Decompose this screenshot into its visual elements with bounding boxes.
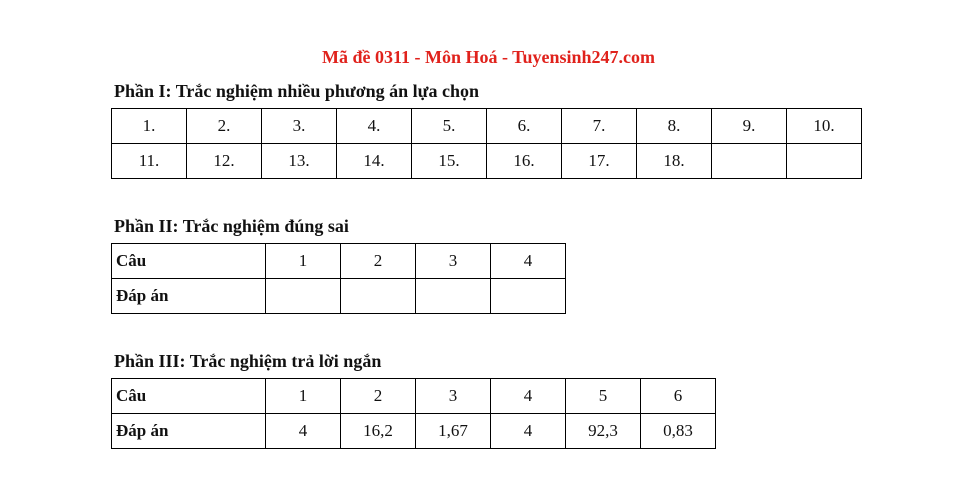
table-cell: 16,2 (341, 414, 416, 449)
answer-row-label: Đáp án (112, 414, 266, 449)
table-cell: 4 (491, 244, 566, 279)
table-cell: 1 (266, 244, 341, 279)
table-row (112, 144, 862, 179)
table-cell: 5 (566, 379, 641, 414)
table-cell: 5. (412, 109, 487, 144)
table-cell: 4 (491, 414, 566, 449)
table-cell: 4 (266, 414, 341, 449)
table-cell (416, 279, 491, 314)
part3-heading: Phần III: Trắc nghiệm trả lời ngắn (114, 351, 382, 371)
table-cell: 2. (187, 109, 262, 144)
document-title: Mã đề 0311 - Môn Hoá - Tuyensinh247.com (321, 47, 656, 67)
table-cell: 1 (266, 379, 341, 414)
table-row (112, 244, 566, 279)
table-cell: 3. (262, 109, 337, 144)
table-cell: 1. (112, 109, 187, 144)
table-cell: 18. (637, 144, 712, 179)
part3-answer-table (111, 378, 716, 449)
table-cell: 3 (416, 379, 491, 414)
table-cell: 12. (187, 144, 262, 179)
table-cell: 13. (262, 144, 337, 179)
table-row (112, 109, 862, 144)
table-cell (491, 279, 566, 314)
table-cell: 11. (112, 144, 187, 179)
table-cell: 4. (337, 109, 412, 144)
table-cell: 6. (487, 109, 562, 144)
question-row-label: Câu (112, 244, 266, 279)
table-cell: 17. (562, 144, 637, 179)
table-cell: 16. (487, 144, 562, 179)
table-cell: 1,67 (416, 414, 491, 449)
table-cell: 8. (637, 109, 712, 144)
part1-answer-table (111, 108, 862, 179)
part2-heading: Phần II: Trắc nghiệm đúng sai (114, 216, 349, 236)
table-row (112, 379, 716, 414)
table-cell (266, 279, 341, 314)
table-cell: 4 (491, 379, 566, 414)
question-row-label: Câu (112, 379, 266, 414)
answer-row-label: Đáp án (112, 279, 266, 314)
table-cell (341, 279, 416, 314)
table-cell: 3 (416, 244, 491, 279)
table-row (112, 279, 566, 314)
table-cell: 15. (412, 144, 487, 179)
table-cell: 2 (341, 244, 416, 279)
table-cell: 9. (712, 109, 787, 144)
table-cell: 0,83 (641, 414, 716, 449)
table-row (112, 414, 716, 449)
table-cell: 7. (562, 109, 637, 144)
table-cell: 2 (341, 379, 416, 414)
table-cell (787, 144, 862, 179)
table-cell: 6 (641, 379, 716, 414)
table-cell: 92,3 (566, 414, 641, 449)
table-cell: 10. (787, 109, 862, 144)
part1-heading: Phần I: Trắc nghiệm nhiều phương án lựa chọn (114, 81, 479, 101)
table-cell: 14. (337, 144, 412, 179)
table-cell (712, 144, 787, 179)
part2-answer-table (111, 243, 566, 314)
